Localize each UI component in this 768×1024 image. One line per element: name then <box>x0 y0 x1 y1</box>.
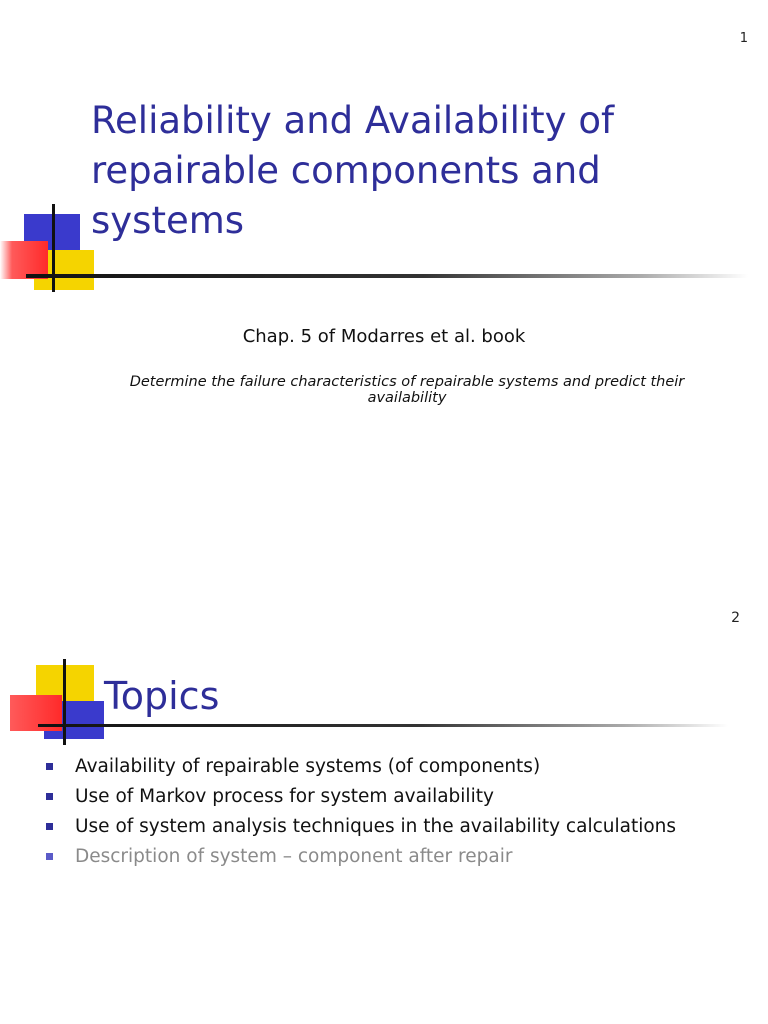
bullet-text: Use of Markov process for system availability <box>75 786 494 807</box>
square-bullet-icon <box>46 793 53 800</box>
bullet-text: Availability of repairable systems (of components) <box>75 756 541 777</box>
slide-title: Reliability and Availability of repairable components and systems <box>91 99 615 242</box>
title-divider <box>26 274 748 278</box>
slide-number: 2 <box>731 610 740 626</box>
bullet-text: Description of system – component after repair <box>75 846 513 867</box>
list-item <box>46 842 676 872</box>
decorative-squares <box>0 657 110 752</box>
title-divider <box>38 724 728 727</box>
slide-objective: Determine the failure characteristics of repairable systems and predict their availability <box>129 374 685 406</box>
square-bullet-icon <box>46 853 53 860</box>
topics-list <box>46 752 676 872</box>
slide-title: Topics <box>104 674 220 718</box>
bullet-text: Use of system analysis techniques in the availability calculations <box>75 816 677 837</box>
slide-number: 1 <box>739 31 748 46</box>
decorative-squares <box>0 200 100 300</box>
list-item <box>46 812 676 842</box>
list-item <box>46 782 676 812</box>
square-bullet-icon <box>46 823 53 830</box>
slide-2 <box>0 512 768 1024</box>
square-bullet-icon <box>46 763 53 770</box>
slide-subtitle: Chap. 5 of Modarres et al. book <box>242 326 526 347</box>
list-item <box>46 752 676 782</box>
